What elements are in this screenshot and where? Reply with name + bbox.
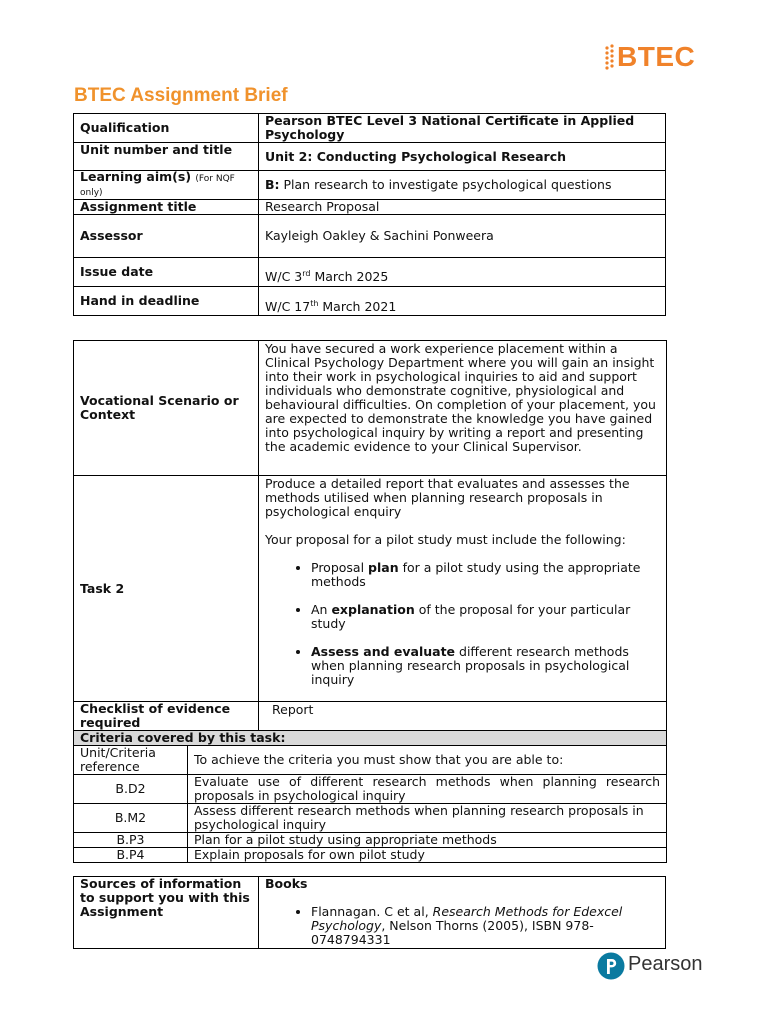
issue-value: W/C 3rd March 2025 (259, 258, 666, 287)
deadline-label: Hand in deadline (74, 287, 259, 316)
task-bullet: • Proposal plan for a pilot study using the appropriate methods (311, 561, 660, 589)
task-table (73, 340, 667, 863)
sources-content (259, 877, 666, 949)
task-bullets (265, 561, 660, 687)
aim-label-cell (74, 171, 259, 200)
qualification-label: Qualification (74, 114, 259, 143)
checklist-label: Checklist of evidence required (74, 702, 259, 731)
assessor-label: Assessor (74, 215, 259, 258)
task-bullet: • Assess and evaluate different research methods when planning research proposals in psychological inquiry (311, 645, 660, 687)
criteria-col-ref: Unit/Criteria reference (74, 746, 188, 775)
page-title: BTEC Assignment Brief (74, 85, 288, 106)
qualification-value: Pearson BTEC Level 3 National Certificate in Applied Psychology (259, 114, 666, 143)
criteria-desc: Evaluate use of different research methods when planning research proposals in psychological inquiry (188, 775, 667, 804)
sources-heading: Books (265, 876, 308, 891)
task-intro: Produce a detailed report that evaluates and assesses the methods utilised when planning research proposals in psychological enquiry (265, 476, 630, 519)
aim-code: B: (265, 177, 280, 192)
pearson-logo-icon (597, 951, 625, 981)
sources-list (265, 905, 659, 947)
checklist-value: Report (259, 702, 667, 731)
sources-label: Sources of information to support you with this Assignment (74, 877, 259, 949)
source-item: • Flannagan. C et al, Research Methods for Edexcel Psychology, Nelson Thorns (2005), ISBN 978-0748794331 (311, 905, 659, 947)
btec-logo-text: BTEC (617, 41, 696, 72)
criteria-ref: B.P3 (74, 833, 188, 848)
task-content (259, 476, 667, 702)
issue-label: Issue date (74, 258, 259, 287)
criteria-ref: B.M2 (74, 804, 188, 833)
scenario-label: Vocational Scenario or Context (74, 341, 259, 476)
assessor-value: Kayleigh Oakley & Sachini Ponweera (259, 215, 666, 258)
criteria-ref: B.P4 (74, 848, 188, 863)
task-lead: Your proposal for a pilot study must include the following: (265, 532, 626, 547)
criteria-col-desc: To achieve the criteria you must show that you are able to: (188, 746, 667, 775)
scenario-text: You have secured a work experience placement within a Clinical Psychology Department where you will gain an insight into their work in psychological inquiries to aid and support individuals who demonstrate cognitive, physiological and behavioural difficulties. On completion of your placement, you are expected to demonstrate the knowledge you have gained into psychological inquiry by writing a report and presenting the academic evidence to your Clinical Supervisor. (259, 341, 667, 476)
sources-table (73, 876, 666, 949)
criteria-desc: Assess different research methods when planning research proposals in psychological inquiry (188, 804, 667, 833)
unit-value: Unit 2: Conducting Psychological Research (259, 143, 666, 171)
pearson-logo-text: Pearson (628, 953, 703, 975)
aim-value-cell (259, 171, 666, 200)
criteria-ref: B.D2 (74, 775, 188, 804)
aim-note: (For NQF only) (80, 174, 235, 198)
details-table (73, 113, 666, 316)
aim-value: Plan research to investigate psychological questions (283, 177, 612, 192)
assignment-title-value: Research Proposal (259, 200, 666, 215)
assignment-title-label: Assignment title (74, 200, 259, 215)
deadline-value: W/C 17th March 2021 (259, 287, 666, 316)
criteria-desc: Explain proposals for own pilot study (188, 848, 667, 863)
aim-label: Learning aim(s) (80, 169, 192, 184)
unit-label: Unit number and title (74, 143, 259, 171)
criteria-desc: Plan for a pilot study using appropriate methods (188, 833, 667, 848)
task-bullet: • An explanation of the proposal for your particular study (311, 603, 660, 631)
task-label: Task 2 (74, 476, 259, 702)
criteria-heading: Criteria covered by this task: (74, 731, 667, 746)
